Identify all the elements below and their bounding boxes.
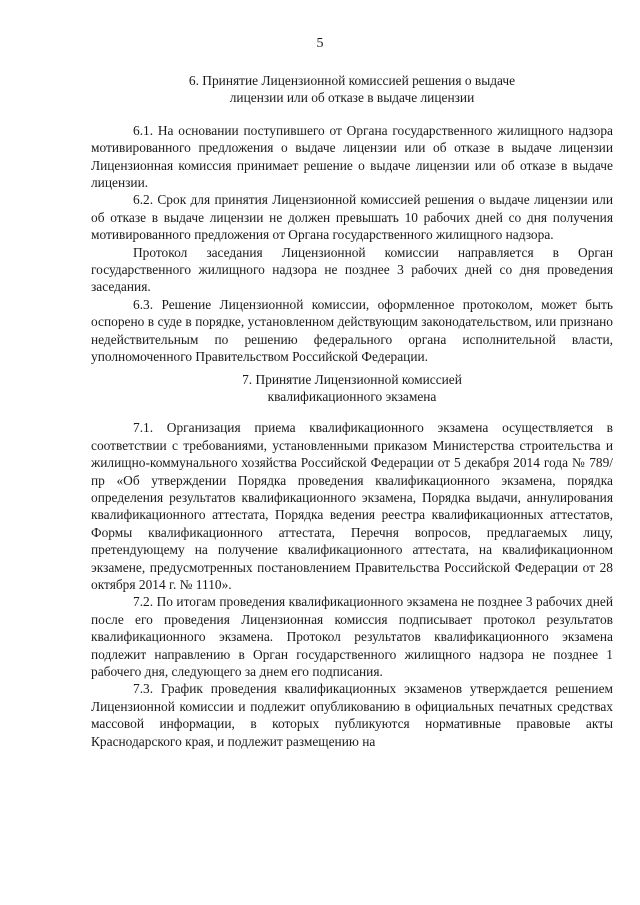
page-number: 5 bbox=[316, 36, 324, 51]
paragraph-6-1: 6.1. На основании поступившего от Органа государственного жилищного надзора мотивированного предложения о выдаче лицензии или об отказе в выдаче лицензии Лицензионная комиссия принимает решение о выдаче лицензии или об отказе в выдаче лицензии. bbox=[91, 122, 613, 191]
section-heading-line: 7. Принятие Лицензионной комиссией bbox=[242, 371, 462, 387]
paragraph-7-3: 7.3. График проведения квалификационных экзаменов утверждается решением Лицензионной комиссии и подлежит опубликованию в официальных печатных средствах массовой информации, в которых публикуются нормативные правовые акты Краснодарского края, и подлежит размещению на bbox=[91, 681, 613, 749]
section-heading-line: квалификационного экзамена bbox=[267, 388, 437, 404]
section-heading-line: лицензии или об отказе в выдаче лицензии bbox=[229, 90, 475, 106]
paragraph-6-2: 6.2. Срок для принятия Лицензионной комиссией решения о выдаче лицензии или об отказе в выдаче лицензии не должен превышать 10 рабочих дней со дня получения мотивированного предложения от Органа государственного жилищного надзора. bbox=[91, 192, 613, 243]
document-body bbox=[91, 72, 613, 750]
paragraph-7-2: 7.2. По итогам проведения квалификационного экзамена не позднее 3 рабочих дней после его проведения Лицензионная комиссия подписывает протокол результатов квалификационного экзамена. Протокол результатов квалификационного экзамена подлежит направлению в Орган государственного жилищного надзора не позднее 1 рабочего дня, следующего за днем его подписания. bbox=[91, 594, 613, 679]
paragraph-6-3: 6.3. Решение Лицензионной комиссии, оформленное протоколом, может быть оспорено в суде в порядке, установленном действующим законодательством, или признано недействительным по решению федерального органа исполнительной власти, уполномоченного Правительством Российской Федерации. bbox=[91, 296, 613, 365]
paragraph-protocol: Протокол заседания Лицензионной комиссии направляется в Орган государственного жилищного надзора не позднее 3 рабочих дней со дня проведения заседания. bbox=[91, 244, 613, 295]
paragraph-7-1: 7.1. Организация приема квалификационного экзамена осуществляется в соответствии с требованиями, установленными приказом Министерства строительства и жилищно-коммунального хозяйства Российской Федерации от 5 декабря 2014 года № 789/пр «Об утверждении Порядка проведения квалификационного экзамена, порядка определения результатов квалификационного экзамена, Порядка выдачи, аннулирования квалификационного аттестата, Порядка ведения реестра квалификационных аттестатов, Формы квалификационного аттестата, Перечня вопросов, предлагаемых лицу, претендующему на получение квалификационного аттестата, на квалификационном экзамене, предусмотренных постановлением Правительства Российской Федерации от 28 октября 2014 г. № 1110». bbox=[91, 420, 613, 592]
section-7-heading bbox=[91, 371, 613, 406]
section-6-heading bbox=[91, 72, 613, 107]
section-heading-line: 6. Принятие Лицензионной комиссией решения о выдаче bbox=[188, 73, 516, 88]
